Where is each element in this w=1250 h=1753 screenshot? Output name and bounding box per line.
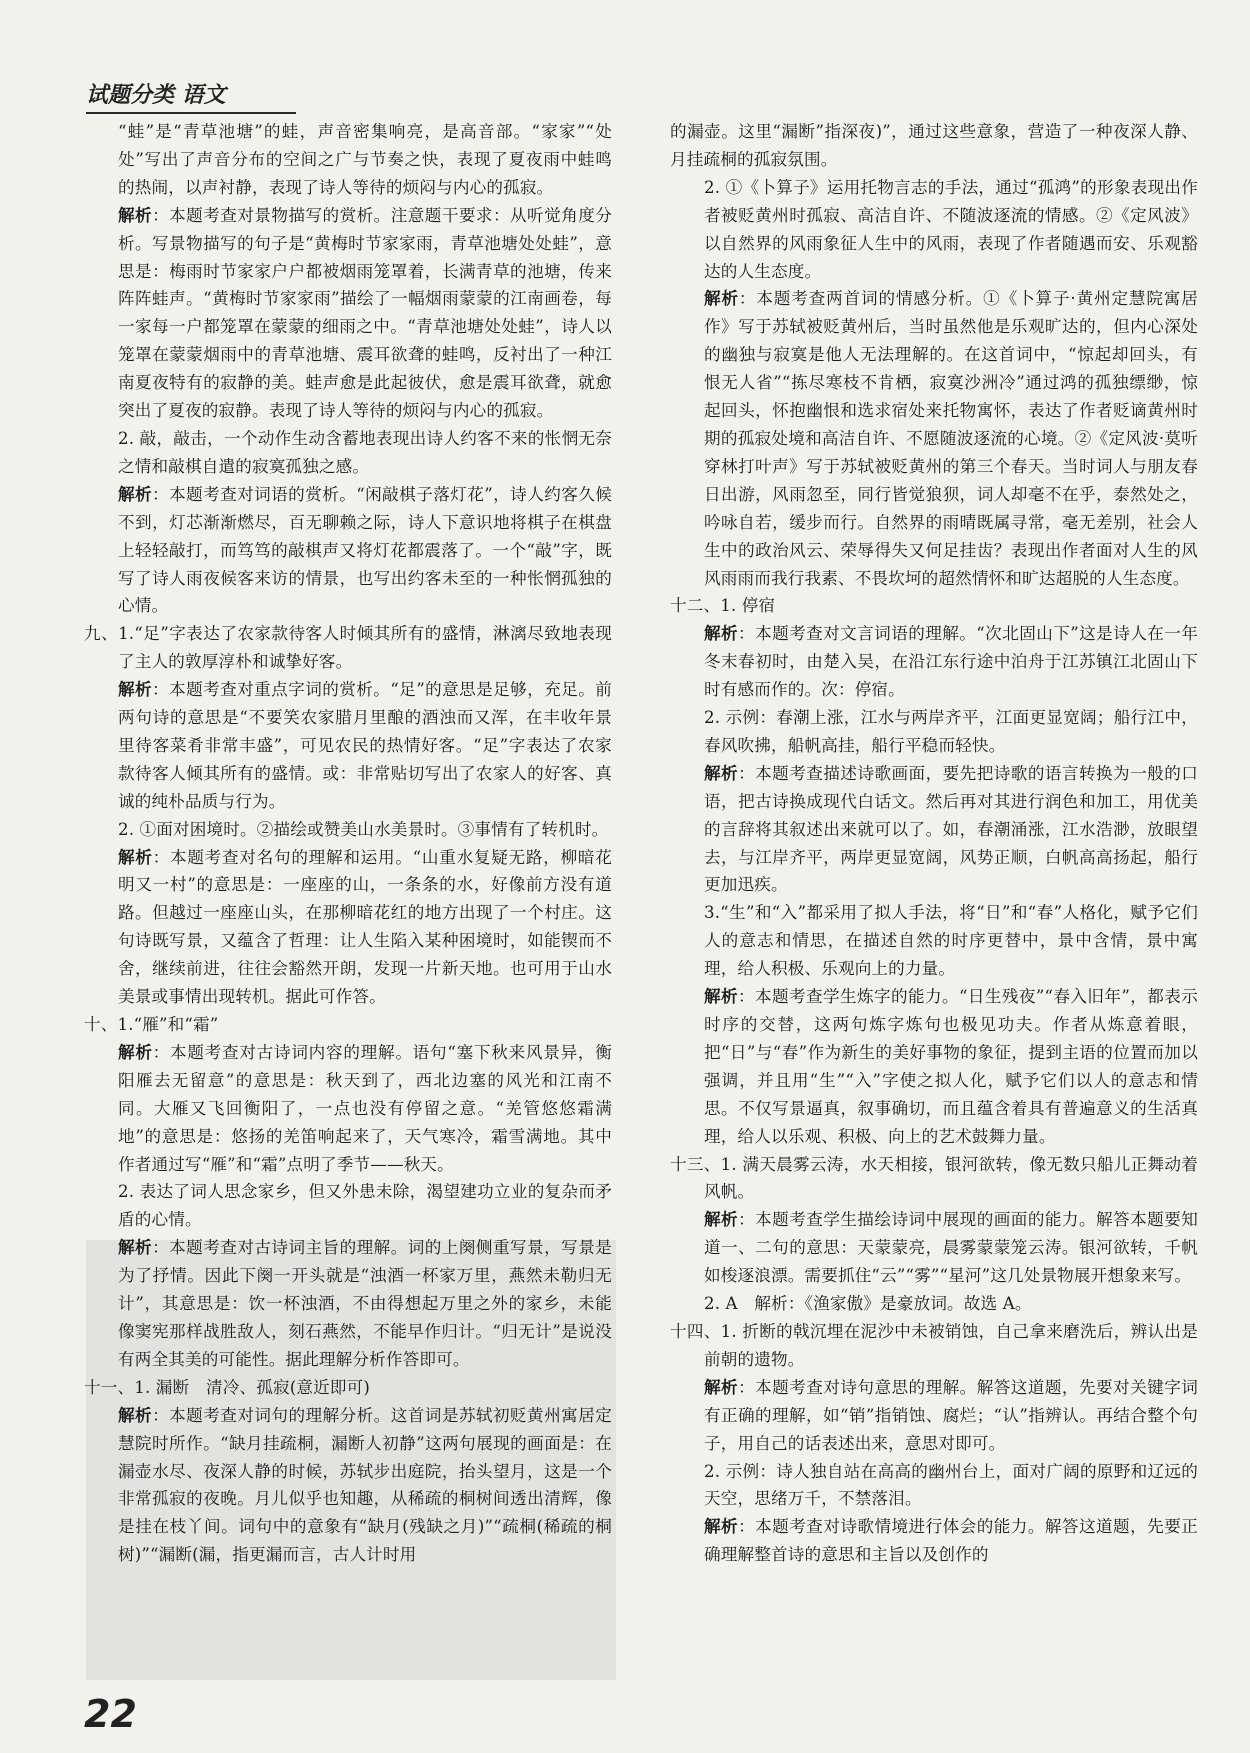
paragraph bbox=[84, 1178, 612, 1234]
paragraph-text: ：本题考查对景物描写的赏析。注意题干要求：从听觉角度分析。写景物描写的句子是“黄梅时节家家雨，青草池塘处处蛙”，意思是：梅雨时节家家户户都被烟雨笼罩着，长满青草的池塘，传来阵阵蛙声。“黄梅时节家家雨”描绘了一幅烟雨蒙蒙的江南画卷，每一家每一户都笼罩在蒙蒙的细雨之中。“青草池塘处处蛙”，诗人以笼罩在蒙蒙烟雨中的青草池塘、震耳欲聋的蛙鸣，反衬出了一种江南夏夜特有的寂静的美。蛙声愈是此起彼伏，愈是震耳欲聋，就愈突出了夏夜的寂静。表现了诗人等待的烦闷与内心的孤寂。 bbox=[118, 205, 612, 421]
analysis-label: 解析 bbox=[118, 846, 153, 867]
running-header bbox=[86, 78, 296, 114]
paragraph-text: ：本题考查对古诗词内容的理解。语句“塞下秋来风景异，衡阳雁去无留意”的意思是：秋天到了，西北边塞的风光和江南不同。大雁又飞回衡阳了，一点也没有停留之意。“羌管悠悠霜满地”的意思是：悠扬的羌笛响起来了，天气寒冷，霜雪满地。其中作者通过写“雁”和“霜”点明了季节——秋天。 bbox=[118, 1042, 612, 1174]
paragraph bbox=[84, 481, 612, 621]
analysis-label: 解析 bbox=[704, 986, 738, 1007]
paragraph-text: 2. ①《卜算子》运用托物言志的手法，通过“孤鸿”的形象表现出作者被贬黄州时孤寂、高洁自许、不随波逐流的情感。②《定风波》以自然界的风雨象征人生中的风雨，表现了作者随遇而安、乐观豁达的人生态度。 bbox=[704, 177, 1198, 281]
paragraph-text: 2. 示例：春潮上涨，江水与两岸齐平，江面更显宽阔；船行江中，春风吹拂，船帆高挂，船行平稳而轻快。 bbox=[704, 708, 1198, 755]
paragraph-text: ：本题考查对词语的赏析。“闲敲棋子落灯花”，诗人约客久候不到，灯芯渐渐燃尽，百无聊赖之际，诗人下意识地将棋子在棋盘上轻轻敲打，而笃笃的敲棋声又将灯花都震落了。一个“敲”字，既写了诗人雨夜候客来访的情景，也写出约客未至的一种怅惘孤独的心情。 bbox=[118, 484, 612, 616]
paragraph bbox=[84, 844, 612, 1011]
paragraph bbox=[84, 1402, 612, 1569]
analysis-label: 解析 bbox=[704, 1209, 739, 1230]
paragraph bbox=[84, 1011, 612, 1039]
paragraph-text: 2. 表达了词人思念家乡，但又外患未除，渴望建功立业的复杂而矛盾的心情。 bbox=[118, 1182, 612, 1230]
paragraph-text: 十四、1. 折断的戟沉埋在泥沙中未被销蚀，自己拿来磨洗后，辨认出是前朝的遗物。 bbox=[670, 1321, 1198, 1369]
paragraph-text: ：本题考查对文言词语的理解。“次北固山下”这是诗人在一年冬末春初时，由楚入吴，在沿江东行途中泊舟于江苏镇江北固山下时有感而作的。次：停宿。 bbox=[704, 624, 1198, 700]
paragraph-text: 九、1.“足”字表达了农家款待客人时倾其所有的盛情，淋漓尽致地表现了主人的敦厚淳朴和诚挚好客。 bbox=[84, 624, 612, 672]
paragraph bbox=[670, 1290, 1198, 1318]
right-column bbox=[670, 118, 1198, 1569]
paragraph-text: ：本题考查对重点字词的赏析。“足”的意思是足够，充足。前两句诗的意思是“不要笑农家腊月里酿的酒浊而又浑，在丰收年景里待客菜肴非常丰盛”，可见农民的热情好客。“足”字表达了农家款待客人倾其所有的盛情。或：非常贴切写出了农家人的好客、真诚的纯朴品质与行为。 bbox=[118, 680, 612, 811]
paragraph-text: ：本题考查两首词的情感分析。①《卜算子·黄州定慧院寓居作》写于苏轼被贬黄州后，当时虽然他是乐观旷达的，但内心深处的幽独与寂寞是他人无法理解的。在这首词中，“惊起却回头，有恨无人省”“拣尽寒枝不肯栖，寂寞沙洲冷”通过鸿的孤独缥缈，惊起回头，怀抱幽恨和选求宿处来托物寓怀，表达了作者贬谪黄州时期的孤寂处境和高洁自许、不愿随波逐流的心境。②《定风波·莫听穿林打叶声》写于苏轼被贬黄州的第三个春天。当时词人与朋友春日出游，风雨忽至，同行皆觉狼狈，词人却毫不在乎，泰然处之，吟咏自若，缓步而行。自然界的雨晴既属寻常，毫无差别，社会人生中的政治风云、荣辱得失又何足挂齿？表现出作者面对人生的风风雨雨而我行我素、不畏坎坷的超然情怀和旷达超脱的人生态度。 bbox=[704, 289, 1198, 588]
paragraph-text: ：本题考查描述诗歌画面，要先把诗歌的语言转换为一般的口语，把古诗换成现代白话文。然后再对其进行润色和加工，用优美的言辞将其叙述出来就可以了。如，春潮涌涨，江水浩渺，放眼望去，与江岸齐平，两岸更显宽阔，风势正顺，白帆高高扬起，船行更加迅疾。 bbox=[704, 763, 1198, 895]
paragraph bbox=[670, 704, 1198, 760]
paragraph bbox=[670, 118, 1198, 174]
paragraph bbox=[670, 174, 1198, 286]
paragraph-text: ：本题考查对诗句意思的理解。解答这道题，先要对关键字词有正确的理解，如“销”指销蚀、腐烂；“认”指辨认。再结合整个句子，用自己的话表述出来，意思对即可。 bbox=[704, 1377, 1198, 1453]
paragraph bbox=[84, 816, 612, 844]
header-title: 试题分类 语文 bbox=[86, 83, 226, 108]
analysis-label: 解析 bbox=[118, 1041, 153, 1062]
analysis-label: 解析 bbox=[118, 483, 153, 504]
paragraph-text: 3.“生”和“入”都采用了拟人手法，将“日”和“春”人格化，赋予它们人的意志和情思，在描述自然的时序更替中，景中含情，景中寓理，给人积极、乐观向上的力量。 bbox=[704, 903, 1198, 979]
paragraph-text: ：本题考查学生描绘诗词中展现的画面的能力。解答本题要知道一、二句的意思：天蒙蒙亮，晨雾蒙蒙笼云涛。银河欲转，千帆如梭逐浪漂。需要抓住“云”“雾”“星河”这几处景物展开想象来写。 bbox=[704, 1210, 1198, 1286]
left-column bbox=[84, 118, 612, 1569]
paragraph-text: 2. A 解析：《渔家傲》是豪放词。故选 A。 bbox=[704, 1294, 1032, 1314]
paragraph-text: ：本题考查学生炼字的能力。“日生残夜”“春入旧年”，都表示时序的交替，这两句炼字炼句也极见功夫。作者从炼意着眼，把“日”与“春”作为新生的美好事物的象征，提到主语的位置而加以强调，并且用“生”“入”字使之拟人化，赋予它们以人的意志和情思。不仅写景逼真，叙事确切，而且蕴含着具有普遍意义的生活真理，给人以乐观、积极、向上的艺术鼓舞力量。 bbox=[704, 987, 1198, 1146]
paragraph bbox=[670, 760, 1198, 900]
paragraph bbox=[670, 1513, 1198, 1569]
paragraph-text: “蛙”是“青草池塘”的蛙，声音密集响亮，是高音部。“家家”“处处”写出了声音分布的空间之广与节奏之快，表现了夏夜雨中蛙鸣的热闹，以声衬静，表现了诗人等待的烦闷与内心的孤寂。 bbox=[118, 122, 612, 197]
analysis-label: 解析 bbox=[118, 204, 153, 225]
paragraph-text: 2. ①面对困境时。②描绘或赞美山水美景时。③事情有了转机时。 bbox=[118, 819, 609, 839]
paragraph bbox=[670, 1206, 1198, 1290]
paragraph-text: 十三、1. 满天晨雾云涛，水天相接，银河欲转，像无数只船儿正舞动着风帆。 bbox=[670, 1154, 1198, 1202]
paragraph bbox=[84, 202, 612, 425]
paragraph-text: ：本题考查对古诗词主旨的理解。词的上阕侧重写景，写景是为了抒情。因此下阕一开头就是“浊酒一杯家万里，燕然未勒归无计”，其意思是：饮一杯浊酒，不由得想起万里之外的家乡，未能像窦宪那样战胜敌人，刻石燕然，不能早作归计。“归无计”是说没有两全其美的可能性。据此理解分析作答即可。 bbox=[118, 1238, 612, 1369]
analysis-label: 解析 bbox=[118, 1404, 153, 1425]
paragraph-text: ：本题考查对名句的理解和运用。“山重水复疑无路，柳暗花明又一村”的意思是：一座座的山，一条条的水，好像前方没有道路。但越过一座座山头，在那柳暗花红的地方出现了一个村庄。这句诗既写景，又蕴含了哲理：让人生陷入某种困境时，如能锲而不舍，继续前进，往往会豁然开朗，发现一片新天地。也可用于山水美景或事情出现转机。据此可作答。 bbox=[118, 847, 612, 1007]
paragraph bbox=[84, 1039, 612, 1179]
paragraph-text: 十一、1. 漏断 清冷、孤寂(意近即可) bbox=[84, 1377, 370, 1397]
paragraph bbox=[670, 983, 1198, 1150]
paragraph-text: 2. 示例：诗人独自站在高高的幽州台上，面对广阔的原野和辽远的天空，思绪万千，不禁落泪。 bbox=[704, 1461, 1198, 1509]
paragraph-text: 的漏壶。这里“漏断”指深夜)”，通过这些意象，营造了一种夜深人静、月挂疏桐的孤寂氛围。 bbox=[670, 122, 1198, 169]
paragraph-text: ：本题考查对词句的理解分析。这首词是苏轼初贬黄州寓居定慧院时所作。“缺月挂疏桐，漏断人初静”这两句展现的画面是：在漏壶水尽、夜深人静的时候，苏轼步出庭院，抬头望月，这是一个非常孤寂的夜晚。月儿似乎也知趣，从稀疏的桐树间透出清辉，像是挂在枝丫间。词句中的意象有“缺月(残缺之月)”“疏桐(稀疏的桐树)”“漏断(漏，指更漏而言，古人计时用 bbox=[118, 1405, 612, 1565]
paragraph bbox=[670, 1318, 1198, 1374]
paragraph bbox=[84, 676, 612, 816]
paragraph bbox=[670, 592, 1198, 620]
paragraph bbox=[84, 1374, 612, 1402]
paragraph bbox=[670, 285, 1198, 592]
paragraph-text: 2. 敲，敲击，一个动作生动含蓄地表现出诗人约客不来的怅惘无奈之情和敲棋自遣的寂寞孤独之感。 bbox=[118, 428, 612, 476]
analysis-label: 解析 bbox=[118, 679, 153, 700]
paragraph bbox=[670, 620, 1198, 704]
paragraph bbox=[84, 118, 612, 202]
paragraph-text: 十、1.“雁”和“霜” bbox=[84, 1015, 219, 1034]
paragraph bbox=[84, 425, 612, 481]
analysis-label: 解析 bbox=[704, 623, 739, 644]
paragraph bbox=[84, 620, 612, 676]
analysis-label: 解析 bbox=[704, 1516, 739, 1537]
paragraph bbox=[670, 1151, 1198, 1207]
paragraph bbox=[84, 1234, 612, 1374]
paragraph-text: ：本题考查对诗歌情境进行体会的能力。解答这道题，先要正确理解整首诗的意思和主旨以及创作的 bbox=[704, 1517, 1198, 1565]
paragraph bbox=[670, 899, 1198, 983]
paragraph-text: 十二、1. 停宿 bbox=[670, 596, 776, 616]
page-number: 22 bbox=[84, 1692, 137, 1736]
paragraph bbox=[670, 1374, 1198, 1458]
analysis-label: 解析 bbox=[118, 1237, 153, 1258]
analysis-label: 解析 bbox=[704, 762, 739, 783]
paragraph bbox=[670, 1458, 1198, 1514]
analysis-label: 解析 bbox=[704, 288, 739, 309]
analysis-label: 解析 bbox=[704, 1376, 739, 1397]
